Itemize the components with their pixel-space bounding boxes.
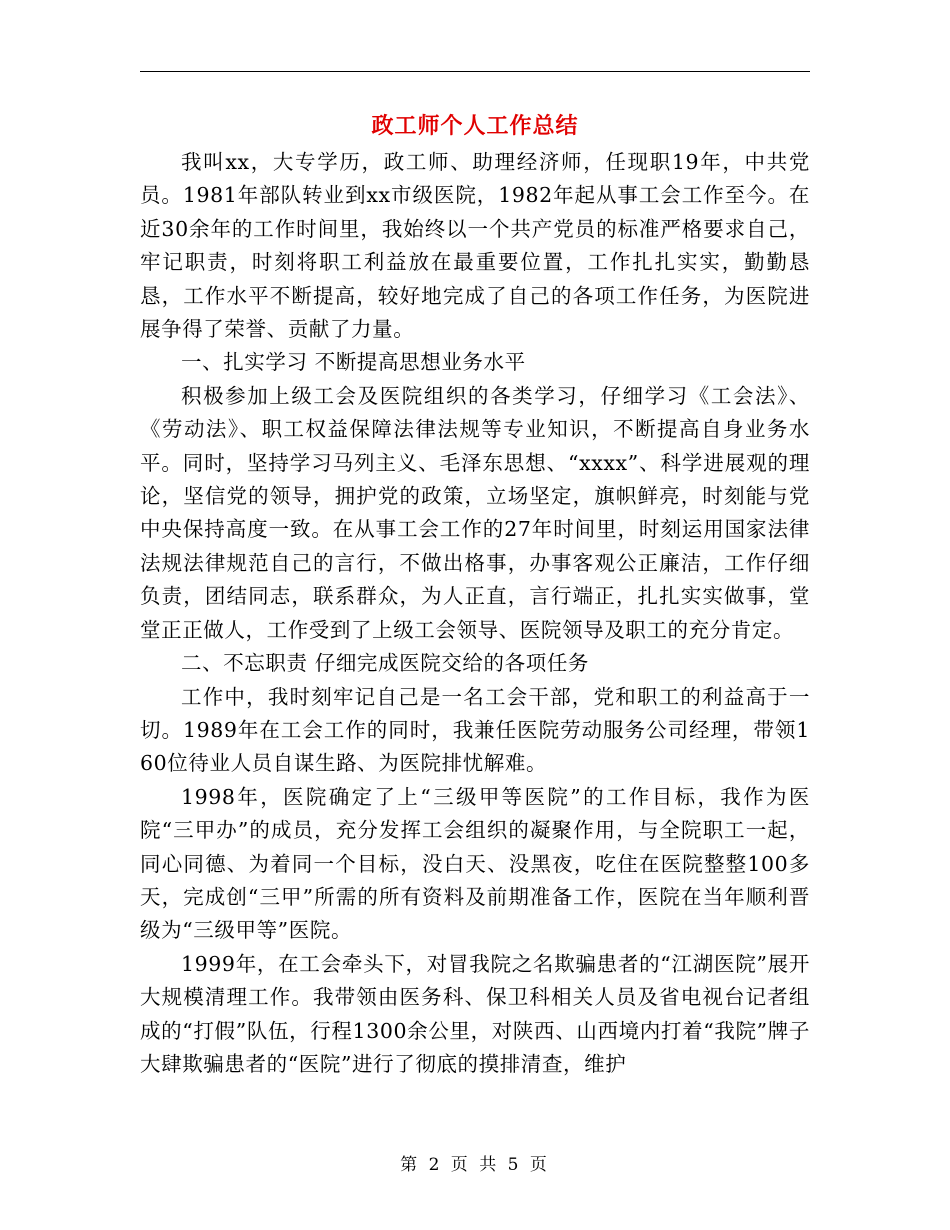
paragraph-intro: 我叫xx，大专学历，政工师、助理经济师，任现职19年，中共党员。1981年部队转业到xx市级医院，1982年起从事工会工作至今。在近30余年的工作时间里，我始终以一个共产党员的标准严格要求自己，牢记职责，时刻将职工利益放在最重要位置，工作扎扎实实，勤勤恳恳，工作水平不断提高，较好地完成了自己的各项工作任务，为医院进展争得了荣誉、贡献了力量。 <box>140 150 810 342</box>
section-heading-1: 一、扎实学习 不断提高思想业务水平 <box>181 350 526 375</box>
document-title: 政工师个人工作总结 <box>371 113 579 139</box>
section-heading-2: 二、不忘职责 仔细完成医院交给的各项任务 <box>181 651 590 676</box>
page-number-footer: 第 2 页 共 5 页 <box>400 1155 550 1175</box>
paragraph-1999: 1999年，在工会牵头下，对冒我院之名欺骗患者的“江湖医院”展开大规模清理工作。我带领由医务科、保卫科相关人员及省电视台记者组成的“打假”队伍，行程1300余公里，对陕西、山西境内打着“我院”牌子大肆欺骗患者的“医院”进行了彻底的摸排清查，维护 <box>140 951 810 1076</box>
paragraph-study: 积极参加上级工会及医院组织的各类学习，仔细学习《工会法》、《劳动法》、职工权益保障法律法规等专业知识，不断提高自身业务水平。同时，坚持学习马列主义、毛泽东思想、“xxxx”、科学进展观的理论，坚信党的领导，拥护党的政策，立场坚定，旗帜鲜亮，时刻能与党中央保持高度一致。在从事工会工作的27年时间里，时刻运用国家法律法规法律规范自己的言行，不做出格事，办事客观公正廉洁，工作仔细负责，团结同志，联系群众，为人正直，言行端正，扎扎实实做事，堂堂正正做人，工作受到了上级工会领导、医院领导及职工的充分肯定。 <box>140 383 810 642</box>
header-rule <box>140 71 810 72</box>
paragraph-duty: 工作中，我时刻牢记自己是一名工会干部，党和职工的利益高于一切。1989年在工会工作的同时，我兼任医院劳动服务公司经理，带领160位待业人员自谋生路、为医院排忧解难。 <box>140 684 810 776</box>
paragraph-1998: 1998年，医院确定了上“三级甲等医院”的工作目标，我作为医院“三甲办”的成员，充分发挥工会组织的凝聚作用，与全院职工一起，同心同德、为着同一个目标，没白天、没黑夜，吃住在医院整整100多天，完成创“三甲”所需的所有资料及前期准备工作，医院在当年顺利晋级为“三级甲等”医院。 <box>140 784 810 943</box>
document-body <box>140 146 810 1081</box>
